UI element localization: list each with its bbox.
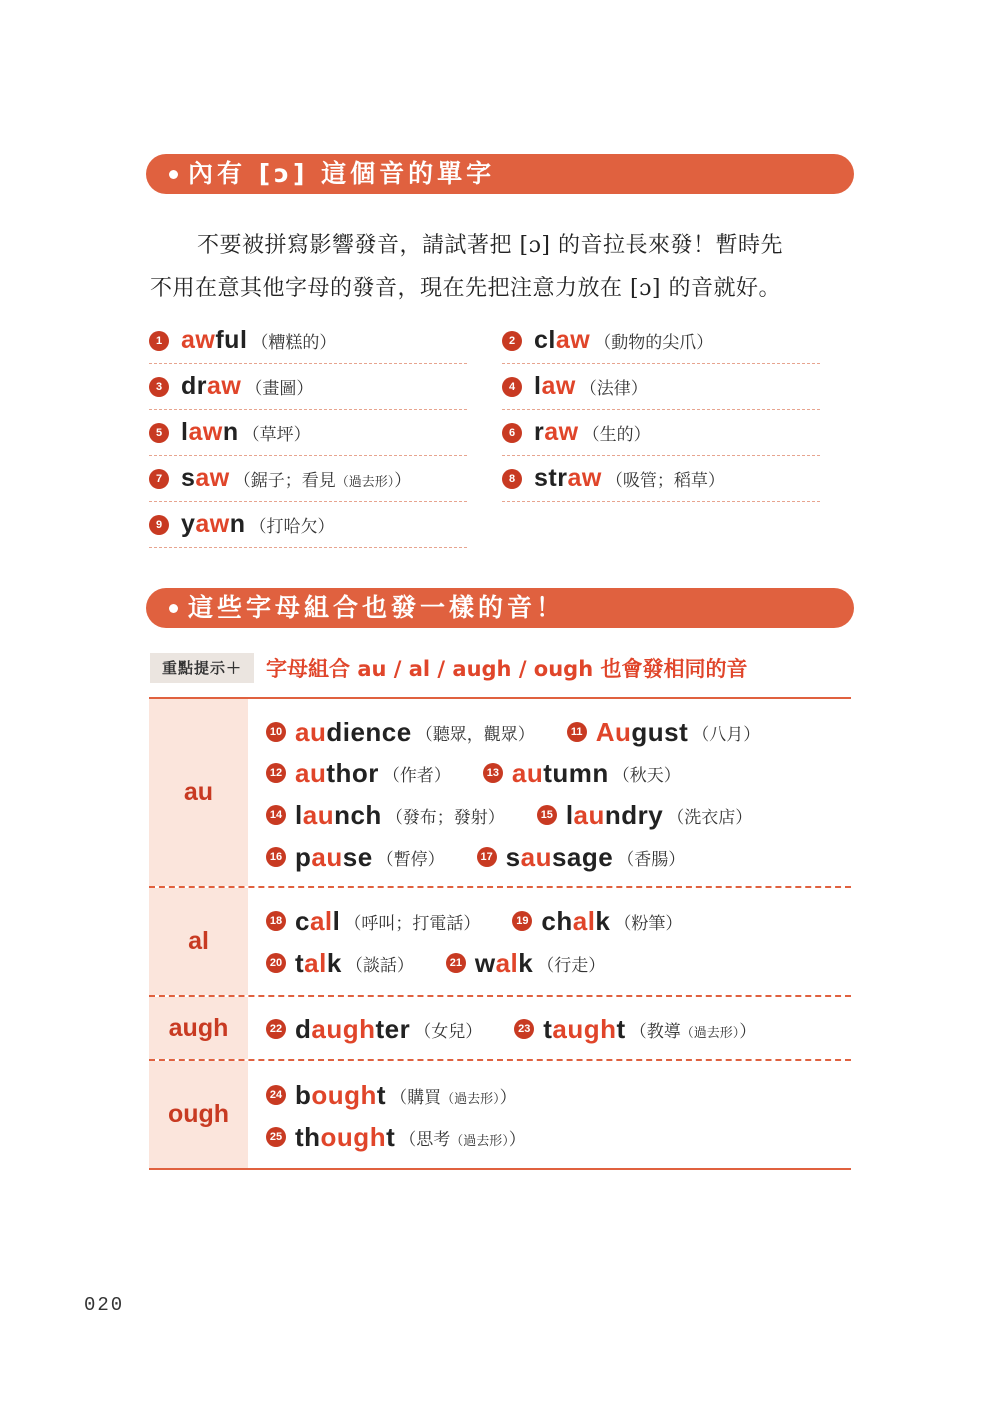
gloss-text: （八月） [692,724,761,745]
number-badge: 14 [266,805,286,825]
word-entry [502,364,820,410]
english-word [534,418,579,447]
english-word [181,418,239,447]
chinese-gloss [416,720,535,745]
number-badge: 18 [266,911,286,931]
english-word [534,326,590,355]
english-word [506,842,614,873]
word-part: p [295,841,312,872]
number-badge: 9 [149,515,169,535]
english-word [181,464,230,493]
highlighted-letters: aw [188,418,223,446]
number-badge: 5 [149,423,169,443]
word-part: se [342,841,373,872]
highlighted-letters: Au [595,716,632,747]
english-word [295,758,379,789]
group-label-al: al [149,888,248,995]
number-badge: 12 [266,763,286,783]
intro-line-2: 不用在意其他字母的發音，現在先把注意力放在 [ɔ] 的音就好。 [150,276,781,301]
gloss-text: （糟糕的） [251,333,337,353]
english-word [534,464,602,493]
highlighted-letters: au [302,799,335,830]
word-entry [266,800,505,831]
word-entry [266,1122,526,1153]
highlighted-letters: aw [195,464,230,492]
highlighted-letters: aw [207,372,242,400]
tip-tag: 重點提示＋ [150,653,254,683]
word-part: k [518,947,534,978]
number-badge: 24 [266,1085,286,1105]
english-word [541,906,610,937]
highlighted-letters: al [495,947,519,978]
word-part: ful [215,326,248,354]
word-part: thor [326,757,379,788]
english-word [566,800,663,831]
gloss-text: （秋天） [612,765,681,786]
word-part: l [295,799,303,830]
highlighted-letters: au [311,841,343,872]
page-number: 020 [84,1294,125,1316]
highlighted-letters: aw [181,326,216,354]
highlighted-letters: al [572,905,596,936]
gloss-note: （過去形） [680,1025,740,1041]
chinese-gloss [630,1017,757,1042]
english-word [512,758,609,789]
group-label-ough: ough [149,1061,248,1168]
word-entry [266,906,480,937]
gloss-text: （暫停） [376,849,445,870]
tip-row [150,653,747,683]
chinese-gloss [234,466,412,491]
word-entry [266,1080,517,1111]
chinese-gloss [346,951,414,976]
gloss-text: （購買 [390,1087,442,1108]
chinese-gloss [667,803,752,828]
section-title-1: 內有 [ɔ] 這個音的單字 [188,159,496,188]
chinese-gloss [383,761,451,786]
word-part: y [181,510,196,538]
highlighted-letters: al [304,947,327,978]
word-part: l [534,372,542,400]
table-line [266,712,760,752]
word-part: r [534,418,545,446]
word-entry [477,842,686,873]
table-line [266,1117,526,1157]
number-badge: 4 [502,377,522,397]
word-part: k [595,905,611,936]
chinese-gloss [613,761,681,786]
gloss-text: （畫圖） [245,379,314,399]
word-part: str [534,464,568,492]
chinese-gloss [245,374,313,399]
word-entry [149,410,467,456]
highlighted-letters: aw [195,510,230,538]
chinese-gloss [250,512,335,537]
word-entry [514,1014,756,1045]
table-line [266,753,681,793]
word-part: t [386,1121,396,1152]
gloss-text: （發布；發射） [385,807,505,828]
english-word [181,372,241,401]
word-part: w [474,947,496,978]
english-word [295,1122,395,1153]
chinese-gloss [692,720,760,745]
english-word [295,842,373,873]
word-part: dr [181,372,207,400]
highlighted-letters: au [520,841,552,872]
word-part: ndry [604,799,664,830]
chinese-gloss [583,420,651,445]
gloss-end: ） [499,1087,517,1108]
word-part: b [295,1079,312,1110]
number-badge: 13 [483,763,503,783]
highlighted-letters: aw [567,464,602,492]
word-entry [483,758,681,789]
chinese-gloss [377,845,445,870]
number-badge: 7 [149,469,169,489]
word-entry [266,948,414,979]
word-part: t [295,947,305,978]
section-title-2: 這些字母組合也發一樣的音！ [188,593,566,622]
number-badge: 3 [149,377,169,397]
word-entry [266,758,451,789]
english-word [543,1014,625,1045]
number-badge: 23 [514,1019,534,1039]
number-badge: 2 [502,331,522,351]
chinese-gloss [386,803,505,828]
section-banner-1 [146,154,854,194]
intro-paragraph [150,224,855,310]
chinese-gloss [399,1125,526,1150]
gloss-text: （洗衣店） [667,807,753,828]
word-entry [149,318,467,364]
chinese-gloss [617,845,685,870]
highlighted-letters: au [295,716,327,747]
gloss-text: （香腸） [617,849,686,870]
highlighted-letters: ough [320,1121,387,1152]
word-entry [266,1014,482,1045]
word-part: dience [326,716,412,747]
number-badge: 11 [567,722,587,742]
word-part: t [376,1079,387,1110]
table-line [266,795,752,835]
table-divider [149,1059,851,1061]
bullet-dot-icon [169,604,178,613]
word-entry [502,410,820,456]
number-badge: 19 [512,911,532,931]
word-part: n [229,510,246,538]
english-word [475,948,533,979]
gloss-text: （作者） [382,765,451,786]
number-badge: 8 [502,469,522,489]
word-part: sage [551,841,614,872]
english-word [295,717,412,748]
highlighted-letters: au [295,757,327,788]
table-line [266,1009,756,1049]
gloss-text: （吸管；稻草） [605,471,725,491]
word-entry [502,318,820,364]
gloss-text: （思考 [399,1129,451,1150]
highlighted-letters: ough [311,1079,377,1110]
highlighted-letters: augh [311,1013,376,1044]
gloss-text: （女兒） [414,1021,483,1042]
group-label-augh: augh [149,997,248,1059]
word-part: ter [375,1013,411,1044]
gloss-note: （過去形） [335,475,395,490]
number-badge: 16 [266,847,286,867]
number-badge: 6 [502,423,522,443]
highlighted-letters: aw [544,418,579,446]
word-entry [149,456,467,502]
word-part: cl [534,326,556,354]
table-line [266,837,685,877]
word-part: t [616,1013,626,1044]
word-part: nch [334,799,382,830]
gloss-text: （生的） [582,425,651,445]
word-part: s [181,464,196,492]
gloss-end: ） [394,471,412,491]
table-divider [149,886,851,888]
highlighted-letters: au [511,757,544,788]
gloss-text: （鋸子；看見 [233,471,336,491]
word-entry [266,717,535,748]
chinese-gloss [390,1083,517,1108]
word-part: gust [631,716,689,747]
word-part: l [565,799,574,830]
word-part: n [222,418,239,446]
chinese-gloss [594,328,713,353]
number-badge: 22 [266,1019,286,1039]
english-word [596,717,689,748]
highlighted-letters: augh [552,1013,617,1044]
word-part: c [295,905,310,936]
word-entry [446,948,605,979]
word-part: t [543,1013,553,1044]
gloss-note: （過去形） [441,1091,500,1107]
table-line [266,901,682,941]
word-part: l [332,905,341,936]
english-word [295,1080,386,1111]
word-part: l [181,418,189,446]
gloss-text: （粉筆） [614,913,683,934]
word-entry [512,906,682,937]
word-part: s [505,841,521,872]
word-entry [567,717,761,748]
word-part: d [295,1013,312,1044]
chinese-gloss [580,374,648,399]
table-line [266,1075,517,1115]
bullet-dot-icon [169,170,178,179]
gloss-text: （草坪） [242,425,311,445]
english-word [534,372,576,401]
word-part: th [295,1121,321,1152]
chinese-gloss [606,466,725,491]
number-badge: 1 [149,331,169,351]
chinese-gloss [251,328,336,353]
gloss-end: ） [739,1021,757,1042]
gloss-text: （打哈欠） [249,517,335,537]
english-word [295,800,382,831]
table-bottom-rule [149,1168,851,1170]
english-word [295,1014,410,1045]
number-badge: 15 [537,805,557,825]
gloss-end: ） [508,1129,526,1150]
chinese-gloss [414,1017,482,1042]
word-part: ch [541,905,573,936]
gloss-note: （過去形） [450,1133,509,1149]
highlighted-letters: aw [541,372,576,400]
chinese-gloss [614,909,682,934]
number-badge: 20 [266,953,286,973]
gloss-text: （動物的尖爪） [594,333,714,353]
english-word [181,326,247,355]
table-divider [149,995,851,997]
gloss-text: （談話） [345,955,414,976]
word-entry [149,502,467,548]
word-entry [502,456,820,502]
word-part: tumn [543,757,609,788]
chinese-gloss [344,909,480,934]
chinese-gloss [537,951,605,976]
section-banner-2 [146,588,854,628]
gloss-text: （呼叫；打電話） [344,913,481,934]
number-badge: 25 [266,1127,286,1147]
number-badge: 21 [446,953,466,973]
highlighted-letters: au [573,799,605,830]
english-word [181,510,246,539]
tip-text: 字母組合 au / al / augh / ough 也會發相同的音 [266,657,748,681]
word-entry [149,364,467,410]
gloss-text: （行走） [537,955,606,976]
highlighted-letters: al [309,905,333,936]
number-badge: 17 [477,847,497,867]
intro-line-1: 不要被拼寫影響發音，請試著把 [ɔ] 的音拉長來發！暫時先 [197,233,783,258]
word-entry [537,800,752,831]
gloss-text: （教導 [629,1021,681,1042]
gloss-text: （聽眾，觀眾） [415,724,535,745]
highlighted-letters: aw [555,326,591,354]
chinese-gloss [243,420,311,445]
word-part: k [326,947,342,978]
table-top-rule [149,697,851,699]
english-word [295,906,340,937]
gloss-text: （法律） [579,379,648,399]
table-line [266,943,605,983]
number-badge: 10 [266,722,286,742]
word-entry [266,842,445,873]
english-word [295,948,342,979]
group-label-au: au [149,699,248,886]
